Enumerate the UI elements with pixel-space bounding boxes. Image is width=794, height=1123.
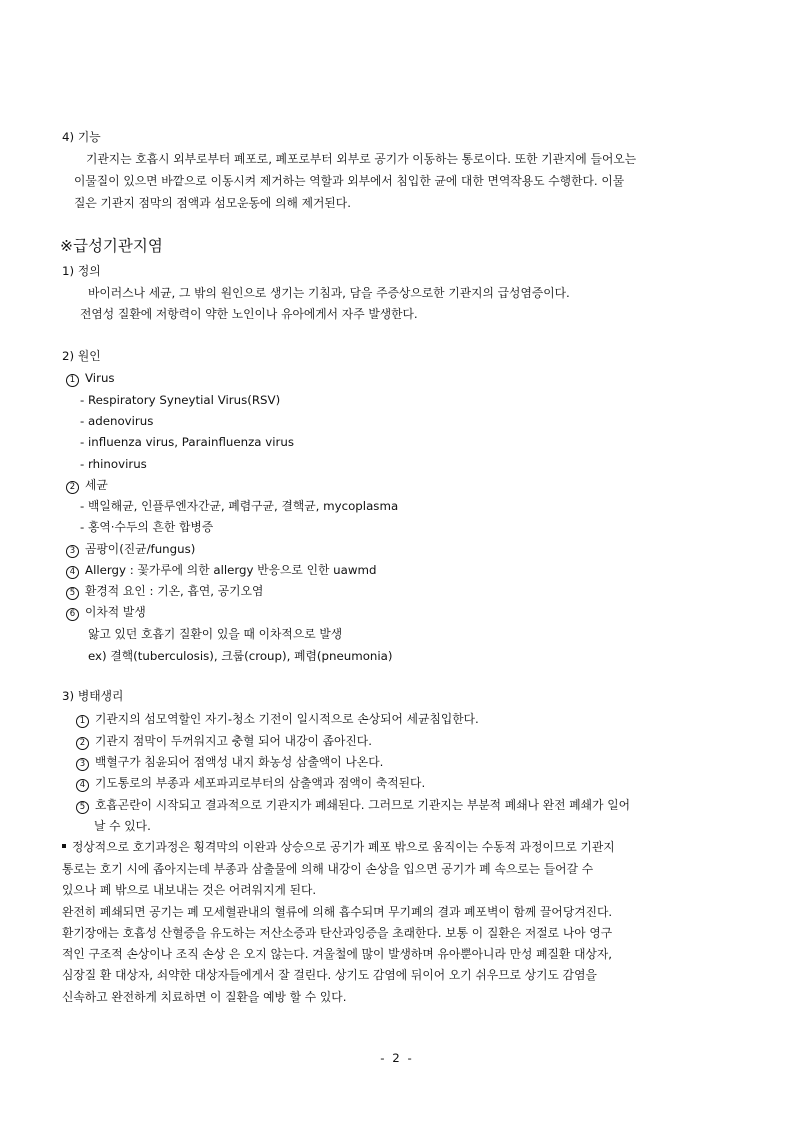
note-paragraph: [62, 839, 615, 855]
list-item: [66, 583, 263, 600]
list-item: [76, 797, 630, 814]
list-item-label: 곰팡이(진균/fungus): [85, 542, 196, 556]
list-item-text: 백혈구가 침윤되어 점액성 내지 화농성 삼출액이 나온다.: [95, 755, 384, 769]
body-text-line: 앓고 있던 호흡기 질환이 있을 때 이차적으로 발생: [88, 627, 343, 641]
circled-number: 5: [66, 587, 79, 600]
circled-number: 6: [66, 608, 79, 621]
circled-number: 2: [76, 737, 89, 750]
body-text-line: 이물질이 있으면 바깥으로 이동시켜 제거하는 역할과 외부에서 침입한 균에 대한 면역작용도 수행한다. 이물: [74, 174, 625, 188]
circled-number: 4: [66, 566, 79, 579]
body-text-line: 적인 구조적 손상이나 조직 손상 은 오지 않는다. 겨울철에 많이 발생하며 유아뿐아니라 만성 폐질환 대상자,: [62, 947, 613, 961]
list-item: [76, 754, 383, 771]
list-item: - Respiratory Syneytial Virus(RSV): [80, 393, 281, 407]
circled-number: 3: [66, 545, 79, 558]
list-item: [66, 604, 146, 621]
body-text-line: 환기장애는 호흡성 산혈증을 유도하는 저산소증과 탄산과잉증을 초래한다. 보통 이 질환은 저절로 나아 영구: [62, 926, 613, 940]
list-item: - 백일해균, 인플루엔자간균, 폐렴구균, 결핵균, mycoplasma: [80, 499, 399, 513]
body-text-line: 날 수 있다.: [94, 819, 151, 833]
list-item-label: 환경적 요인 : 기온, 흡연, 공기오염: [85, 584, 264, 598]
section-heading-pathophysiology: 3) 병태생리: [62, 689, 124, 703]
list-item: [66, 370, 115, 387]
list-item-text: 호흡곤란이 시작되고 결과적으로 기관지가 폐쇄된다. 그러므로 기관지는 부분적 폐쇄나 완전 폐쇄가 일어: [95, 798, 631, 812]
list-item: - influenza virus, Parainfluenza virus: [80, 435, 294, 449]
list-item-text: 기도통로의 부종과 세포파괴로부터의 삼출액과 점액이 축적된다.: [95, 776, 426, 790]
list-item: [76, 711, 479, 728]
body-text-line: 전염성 질환에 저항력이 약한 노인이나 유아에게서 자주 발생한다.: [80, 307, 418, 321]
list-item: [66, 562, 376, 579]
main-title: ※급성기관지염: [60, 237, 163, 255]
page-number: - 2 -: [380, 1051, 414, 1065]
list-item-text: 기관지의 섬모역할인 자기-청소 기전이 일시적으로 손상되어 세균침입한다.: [95, 712, 479, 726]
body-text-line: ex) 결핵(tuberculosis), 크룹(croup), 폐렴(pneumonia): [88, 649, 393, 663]
section-heading-definition: 1) 정의: [62, 264, 101, 278]
list-item: - adenovirus: [80, 414, 154, 428]
body-text-line: 정상적으로 호기과정은 횡격막의 이완과 상승으로 공기가 폐포 밖으로 움직이는 수동적 과정이므로 기관지: [72, 840, 615, 854]
circled-number: 2: [66, 481, 79, 494]
list-item: [76, 733, 372, 750]
circled-number: 5: [76, 801, 89, 814]
list-item-label: Allergy : 꽃가루에 의한 allergy 반응으로 인한 uawmd: [85, 563, 377, 577]
list-item: - rhinovirus: [80, 457, 147, 471]
list-item: [66, 477, 108, 494]
circled-number: 1: [66, 374, 79, 387]
body-text-line: 통로는 호기 시에 좁아지는데 부종과 삼출물에 의해 내강이 손상을 입으면 공기가 폐 속으로는 들어갈 수: [62, 862, 594, 876]
circled-number: 4: [76, 779, 89, 792]
body-text-line: 바이러스나 세균, 그 밖의 원인으로 생기는 기침과, 담을 주증상으로한 기관지의 급성염증이다.: [88, 286, 570, 300]
body-text-line: 기관지는 호흡시 외부로부터 폐포로, 폐포로부터 외부로 공기가 이동하는 통로이다. 또한 기관지에 들어오는: [86, 152, 637, 166]
list-item: - 홍역·수두의 흔한 합병증: [80, 520, 214, 534]
body-text-line: 심장질 환 대상자, 쇠약한 대상자들에게서 잘 걸린다. 상기도 감염에 뒤이어 오기 쉬우므로 상기도 감염을: [62, 968, 597, 982]
list-item-label: Virus: [85, 371, 115, 385]
square-bullet-icon: [62, 844, 66, 848]
section-heading-causes: 2) 원인: [62, 349, 101, 363]
list-item: [66, 541, 195, 558]
circled-number: 1: [76, 715, 89, 728]
circled-number: 3: [76, 758, 89, 771]
body-text-line: 신속하고 완전하게 치료하면 이 질환을 예방 할 수 있다.: [62, 990, 347, 1004]
section-heading-function: 4) 기능: [62, 130, 101, 144]
body-text-line: 있으나 폐 밖으로 내보내는 것은 어려워지게 된다.: [62, 883, 317, 897]
list-item-text: 기관지 점막이 두꺼워지고 충혈 되어 내강이 좁아진다.: [95, 734, 372, 748]
body-text-line: 질은 기관지 점막의 점액과 섬모운동에 의해 제거된다.: [74, 196, 351, 210]
list-item-label: 세균: [85, 478, 108, 492]
body-text-line: 완전히 폐쇄되면 공기는 폐 모세혈관내의 혈류에 의해 흡수되며 무기폐의 결과 폐포벽이 함께 끌어당겨진다.: [62, 905, 613, 919]
list-item: [76, 775, 425, 792]
list-item-label: 이차적 발생: [85, 605, 146, 619]
